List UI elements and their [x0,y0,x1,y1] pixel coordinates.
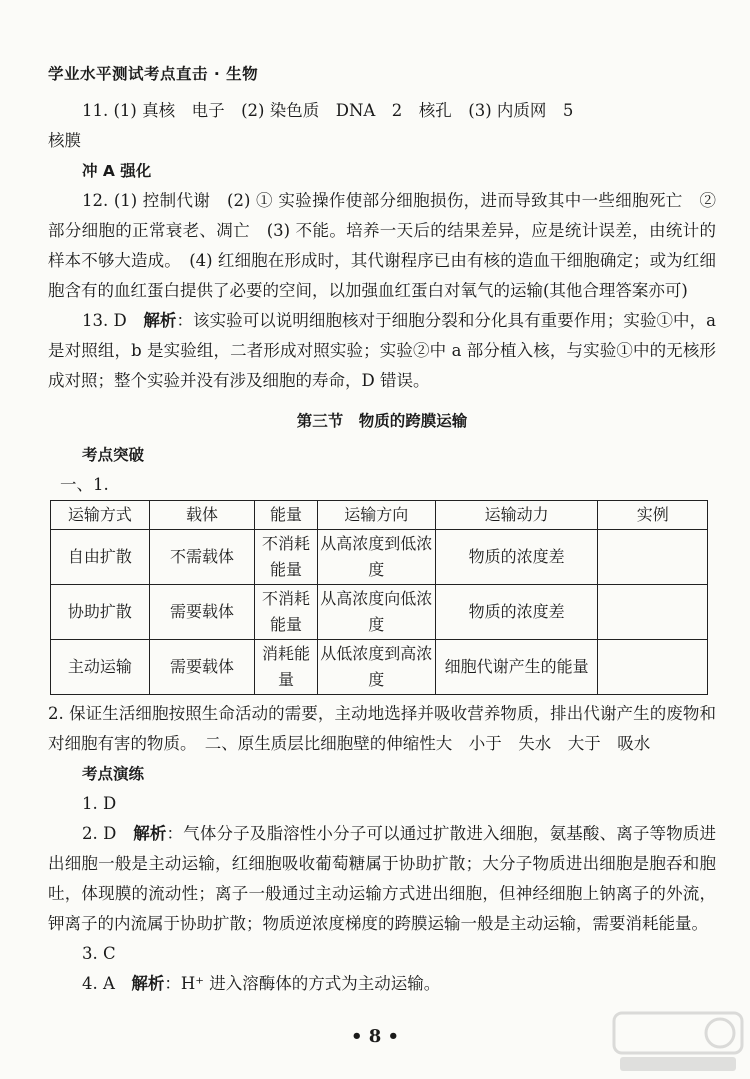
q11-answer-line1: 11. (1) 真核 电子 (2) 染色质 DNA 2 核孔 (3) 内质网 5 [82,101,574,120]
table-cell: 消耗能量 [255,640,318,695]
table-row [51,530,708,585]
section-title: 第三节 物质的跨膜运输 [296,412,468,430]
table-header: 运输方式 [51,501,150,530]
q11-answer-line2: 核膜 [48,131,81,150]
table-cell: 自由扩散 [51,530,150,585]
section-heading-a: 冲 A 强化 [82,162,152,180]
q13-answer [48,306,716,396]
table-cell: 物质的浓度差 [435,530,598,585]
table-cell [598,530,708,585]
q13-analysis-label: 解析 [143,311,177,330]
table-cell: 从高浓度到低浓度 [317,530,435,585]
table-cell: 不消耗能量 [255,585,318,640]
kaodian-tupo-heading: 考点突破 [82,446,145,464]
item-1-label: 一、1. [60,475,109,494]
q13-number: 13. D [82,311,144,330]
answer-2 [48,819,716,939]
table-cell: 不需载体 [149,530,254,585]
table-row [51,640,708,695]
q13-analysis-text: ：该实验可以说明细胞核对于细胞分裂和分化具有重要作用；实验①中，a 是对照组，b 是实验组，二者形成对照实验；实验②中 a 部分植入核，与实验①中的无核形成对照；整个实验并没有涉及细胞的寿命，D 错误。 [48,311,716,390]
table-header: 能量 [255,501,318,530]
table-cell: 不消耗能量 [255,530,318,585]
answer-2-number: 2. D [82,824,134,843]
table-cell [598,585,708,640]
table-cell: 协助扩散 [51,585,150,640]
table-cell: 细胞代谢产生的能量 [435,640,598,695]
table-header-row [51,501,708,530]
kaodian-yanlian-heading: 考点演练 [82,765,145,783]
running-header: 学业水平测试考点直击 · 生物 [48,65,259,83]
table-cell: 从低浓度到高浓度 [317,640,435,695]
answer-4 [48,969,716,999]
answer-4-analysis-text: ：H⁺ 进入溶酶体的方式为主动运输。 [164,974,441,993]
table-cell: 从高浓度向低浓度 [317,585,435,640]
q12-answer: 12. (1) 控制代谢 (2) ① 实验操作使部分细胞损伤，进而导致其中一些细胞死亡 ② 部分细胞的正常衰老、凋亡 (3) 不能。培养一天后的结果差异，应是统计误差，由统计的样本不够大造成。 (4) 红细胞在形成时，其代谢程序已由有核的造血干细胞确定；或为红细胞含有的血红蛋白提供了必要的空间，以加强血红蛋白对氧气的运输(其他合理答案亦可) [48,191,716,300]
item-2-answer: 2. 保证生活细胞按照生命活动的需要，主动地选择并吸收营养物质，排出代谢产生的废物和对细胞有害的物质。 二、原生质层比细胞壁的伸缩性大 小于 失水 大于 吸水 [48,704,716,753]
table-cell [598,640,708,695]
answer-2-analysis-label: 解析 [133,824,167,843]
answer-4-analysis-label: 解析 [131,974,165,993]
table-row [51,585,708,640]
transport-table [50,500,708,695]
table-header: 运输方向 [317,501,435,530]
table-cell: 物质的浓度差 [435,585,598,640]
answer-1: 1. D [82,794,117,813]
watermark-logo [612,1009,744,1075]
table-cell: 需要载体 [149,585,254,640]
page-number: • 8 • [350,1026,400,1047]
table-cell: 需要载体 [149,640,254,695]
table-header: 实例 [598,501,708,530]
answer-body [48,96,716,999]
transport-table-wrap [48,500,716,695]
answer-3: 3. C [82,944,116,963]
table-cell: 主动运输 [51,640,150,695]
table-header: 载体 [149,501,254,530]
answer-4-number: 4. A [82,974,132,993]
answer-2-analysis-text: ：气体分子及脂溶性小分子可以通过扩散进入细胞，氨基酸、离子等物质进出细胞一般是主动运输，红细胞吸收葡萄糖属于协助扩散；大分子物质进出细胞是胞吞和胞吐，体现膜的流动性；离子一般通过主动运输方式进出细胞，但神经细胞上钠离子的外流，钾离子的内流属于协助扩散；物质逆浓度梯度的跨膜运输一般是主动运输，需要消耗能量。 [48,824,716,933]
table-header: 运输动力 [435,501,598,530]
